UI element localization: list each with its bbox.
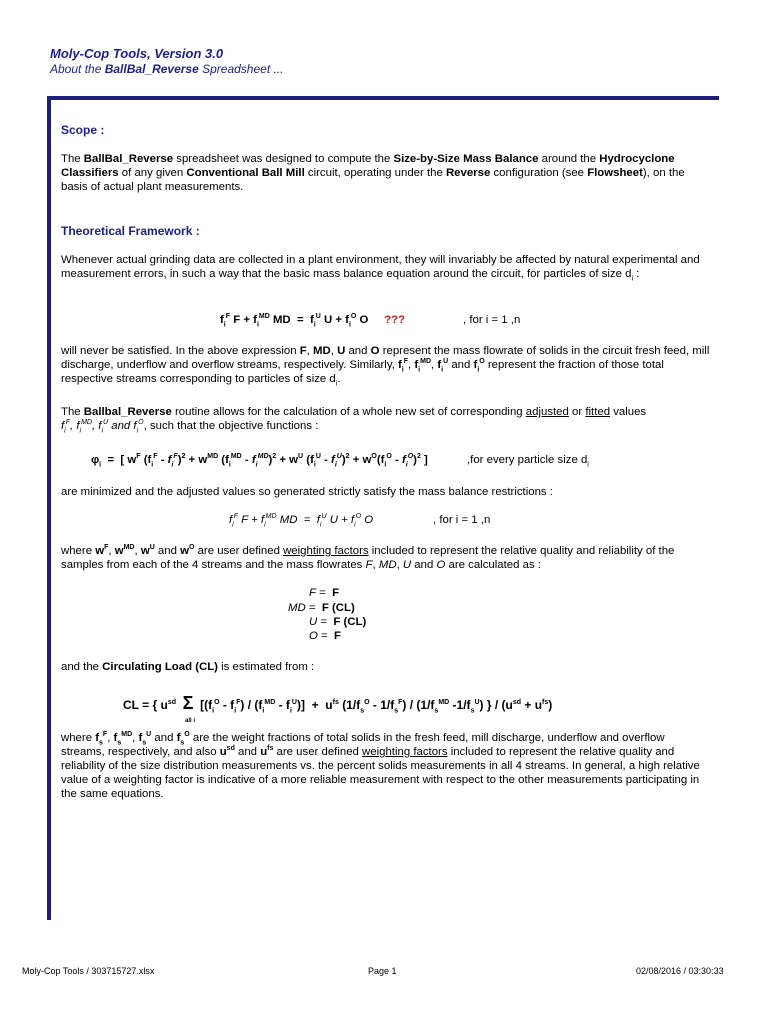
never-satisfied-paragraph: will never be satisfied. In the above expression F, MD, U and O represent the mass flowrate of solids in the circuit fresh feed, mill discharge, underflow and overflow streams, respectively. Similarly, $f_i^F$, $f_i^{MD}$, $f_i^U$ and $f_i^O$ represent the fraction of those total respective streams corresponding to particles of size $d_i$. — [61, 345, 710, 388]
routine-paragraph: The Ballbal_Reverse routine allows for the calculation of a whole new set of corresponding adjusted or fitted values $f_i^F$, $f_i^{MD}$, $f_i^U$ and $f_i^O$, such that the objective functions : — [61, 406, 647, 435]
weight-fraction-paragraph: where $f_s^F$, $f_s^{MD}$, $f_s^U$ and $f_s^O$ are the weight fractions of total solids in the fresh feed, mill discharge, underflow and overflow streams, respectively, and also $u^{sd}$ and $u^{fs}$ are user defined weighting factors included to represent the relative quality and reliability of the size distribution measurements vs. the percent solids measurements in all 4 streams. In general, a high relative value of a weighting factor is indicative of a more reliable measurement with respect to the other measurements participating in the same equations. — [61, 731, 700, 800]
sum-index-label: all i — [185, 718, 196, 724]
footer-page: Page 1 — [368, 966, 397, 976]
weighting-paragraph: where $w^F$, $w^{MD}$, $w^U$ and $w^O$ are user defined weighting factors included to represent the relative quality and reliability of the samples from each of the 4 streams and the mass flowrates F, MD, U and O are calculated as : — [61, 544, 675, 571]
footer-filename: Moly-Cop Tools / 303715727.xlsx — [22, 966, 155, 976]
objective-function-scope: ,for every particle size $d_i$ — [467, 454, 589, 469]
top-rule — [47, 96, 719, 100]
doc-subtitle: About the BallBal_Reverse Spreadsheet ... — [50, 62, 284, 76]
mass-balance-equation: $f_i^F$ $F + f_i^{MD}$ MD = $f_i^U$ $U + f_i^O$ O ??? — [220, 313, 406, 329]
left-rule — [47, 100, 51, 920]
circulating-load-equation: CL = { $u^{sd}$ Σ $[(f_i^O - f_i^F) / (f_i^{MD} - f_i^U)] + u^{fs}$ $(1/f_s^O - 1/f_s^F) / (1/f_s^{MD}$ $-1/f_s^U$) } / $(u^{sd} + u^{fs})$ — [123, 693, 553, 715]
scope-heading: Scope : — [61, 123, 105, 137]
equation-range: , for i = 1 ,n — [463, 314, 521, 326]
scope-paragraph: The BallBal_Reverse spreadsheet was designed to compute the Size-by-Size Mass Balance around the Hydrocyclone Classifiers of any given Conventional Ball Mill circuit, operating under the Reverse configuration (see Flowsheet), on the basis of actual plant measurements. — [61, 153, 685, 193]
framework-intro: Whenever actual grinding data are collected in a plant environment, they will invariably be affected by natural experimental and measurement errors, in such a way that the basic mass balance equation around the circuit, for particles of size $d_i$ : — [61, 254, 700, 283]
minimized-paragraph: are minimized and the adjusted values so generated strictly satisfy the mass balance restrictions : — [61, 486, 553, 498]
objective-function-equation: $\varphi_i$ = [ $w^F$ $(f_i^F - f_i^F)^2 + w^{MD}$ $(f_i^{MD} - f_i^{MD})^2 + w^U$ $(f_i^U - f_i^U)^2 + w^O(f_i^O - f_i^O)^2$ ] — [91, 453, 428, 469]
adjusted-equation-range: , for i = 1 ,n — [433, 514, 491, 526]
circulating-load-intro: and the Circulating Load (CL) is estimated from : — [61, 661, 315, 673]
framework-heading: Theoretical Framework : — [61, 224, 200, 238]
footer-timestamp: 02/08/2016 / 03:30:33 — [636, 966, 724, 976]
doc-title: Moly-Cop Tools, Version 3.0 — [50, 46, 224, 61]
adjusted-balance-equation: $f_i^F$ $F + f_i^{MD}$ MD = $f_i^U$ $U + f_i^O$ O — [229, 513, 374, 529]
